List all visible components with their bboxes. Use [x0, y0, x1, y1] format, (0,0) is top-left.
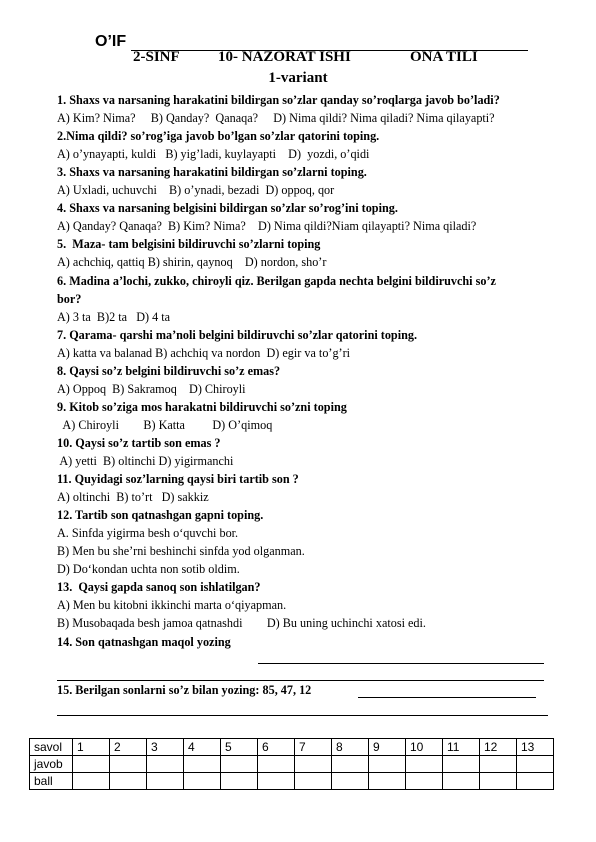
answer-line-14 [258, 663, 544, 664]
row-label: ball [30, 773, 73, 790]
row-label: savol [30, 739, 73, 756]
answer-line-15 [358, 697, 536, 698]
table-cell[interactable] [406, 756, 443, 773]
answer-options: A) achchiq, qattiq B) shirin, qaynoq D) nordon, sho’r [57, 255, 327, 270]
table-cell: 7 [295, 739, 332, 756]
answer-options: B) Musobaqada besh jamoa qatnashdi D) Bu uning uchinchi xatosi edi. [57, 616, 426, 631]
answer-options: A) 3 ta B)2 ta D) 4 ta [57, 309, 171, 324]
table-cell[interactable] [517, 756, 554, 773]
question-text: 3. Shaxs va narsaning harakatini bildirgan so’zlarni toping. [57, 165, 367, 180]
table-cell: 11 [443, 739, 480, 756]
question-text: 12. Tartib son qatnashgan gapni toping. [57, 508, 264, 523]
answer-options: B) Men bu she’rni beshinchi sinfda yod olganman. [57, 544, 305, 559]
grade-title: 2-SINF [133, 49, 180, 65]
answer-line-15b [57, 715, 548, 716]
table-cell: 12 [480, 739, 517, 756]
question-text: 9. Kitob so’ziga mos harakatni bildiruvchi so’zni toping [57, 399, 347, 414]
table-cell[interactable] [480, 756, 517, 773]
table-cell: 1 [73, 739, 110, 756]
table-cell: 6 [258, 739, 295, 756]
table-cell[interactable] [110, 773, 147, 790]
table-cell[interactable] [332, 773, 369, 790]
answer-options: A) Uxladi, uchuvchi B) o’ynadi, bezadi D) oppoq, qor [57, 183, 335, 198]
subject-title: ONA TILI [410, 49, 478, 65]
question-text: 6. Madina a’lochi, zukko, chiroyli qiz. Berilgan gapda nechta belgini bildiruvchi so’z [57, 273, 496, 288]
question-text: 5. Maza- tam belgisini bildiruvchi so’zlarni toping [57, 237, 321, 252]
question-text: 14. Son qatnashgan maqol yozing [57, 634, 231, 649]
answer-options: D) Do‘kondan uchta non sotib oldim. [57, 562, 240, 577]
table-cell: 10 [406, 739, 443, 756]
table-cell: 5 [221, 739, 258, 756]
table-cell[interactable] [258, 773, 295, 790]
answer-options: A) oltinchi B) to’rt D) sakkiz [57, 490, 209, 505]
table-cell[interactable] [73, 773, 110, 790]
question-text: bor? [57, 291, 82, 306]
table-cell[interactable] [406, 773, 443, 790]
table-cell: 13 [517, 739, 554, 756]
question-text: 11. Quyidagi soz’larning qaysi biri tartib son ? [57, 472, 299, 487]
table-cell[interactable] [369, 756, 406, 773]
answer-options: A) Kim? Nima? B) Qanday? Qanaqa? D) Nima qildi? Nima qiladi? Nima qilayapti? [57, 111, 495, 126]
score-table [29, 738, 554, 790]
table-cell[interactable] [295, 773, 332, 790]
table-cell[interactable] [184, 773, 221, 790]
answer-options: A) Chiroyli B) Katta D) O’qimoq [57, 417, 273, 432]
table-row [30, 773, 554, 790]
answer-options: A) Men bu kitobni ikkinchi marta o‘qiyapman. [57, 598, 287, 613]
answer-options: A. Sinfda yigirma besh o‘quvchi bor. [57, 526, 239, 541]
table-cell[interactable] [480, 773, 517, 790]
table-cell[interactable] [517, 773, 554, 790]
answer-line-14b [57, 680, 544, 681]
table-cell[interactable] [73, 756, 110, 773]
table-cell[interactable] [147, 756, 184, 773]
table-cell: 8 [332, 739, 369, 756]
question-text: 4. Shaxs va narsaning belgisini bildirgan so’zlar so’rog’ini toping. [57, 201, 398, 216]
table-cell[interactable] [332, 756, 369, 773]
table-cell: 3 [147, 739, 184, 756]
table-cell[interactable] [295, 756, 332, 773]
question-text: 13. Qaysi gapda sanoq son ishlatilgan? [57, 580, 261, 595]
question-text: 7. Qarama- qarshi ma’noli belgini bildiruvchi so’zlar qatorini toping. [57, 327, 418, 342]
question-text: 2.Nima qildi? so’rog’iga javob bo’lgan so’zlar qatorini toping. [57, 129, 380, 144]
answer-options: A) katta va balanad B) achchiq va nordon D) egir va to’g’ri [57, 345, 351, 360]
row-label: javob [30, 756, 73, 773]
answer-options: A) yetti B) oltinchi D) yigirmanchi [57, 454, 234, 468]
table-cell[interactable] [221, 773, 258, 790]
table-cell[interactable] [221, 756, 258, 773]
question-text: 10. Qaysi so’z tartib son emas ? [57, 435, 221, 450]
table-cell: 4 [184, 739, 221, 756]
test-title: 10- NAZORAT ISHI [218, 49, 351, 65]
table-cell[interactable] [258, 756, 295, 773]
answer-options: A) o’ynayapti, kuldi B) yig’ladi, kuylayapti D) yozdi, o’qidi [57, 147, 370, 162]
table-row [30, 739, 554, 756]
table-cell[interactable] [147, 773, 184, 790]
table-row [30, 756, 554, 773]
question-text: 1. Shaxs va narsaning harakatini bildirgan so’zlar qanday so’roqlarga javob bo’ladi? [57, 93, 500, 107]
table-cell[interactable] [443, 773, 480, 790]
table-cell[interactable] [110, 756, 147, 773]
question-text: 8. Qaysi so’z belgini bildiruvchi so’z emas? [57, 363, 281, 378]
answer-options: A) Oppoq B) Sakramoq D) Chiroyli [57, 381, 246, 396]
school-name: O’IF [95, 33, 127, 50]
variant-title: 1-variant [268, 70, 328, 86]
table-cell[interactable] [443, 756, 480, 773]
question-15: 15. Berilgan sonlarni so’z bilan yozing: 85, 47, 12 [57, 683, 312, 697]
table-cell[interactable] [369, 773, 406, 790]
answer-options: A) Qanday? Qanaqa? B) Kim? Nima? D) Nima qildi?Niam qilayapti? Nima qiladi? [57, 219, 477, 234]
table-cell: 9 [369, 739, 406, 756]
table-cell[interactable] [184, 756, 221, 773]
table-cell: 2 [110, 739, 147, 756]
